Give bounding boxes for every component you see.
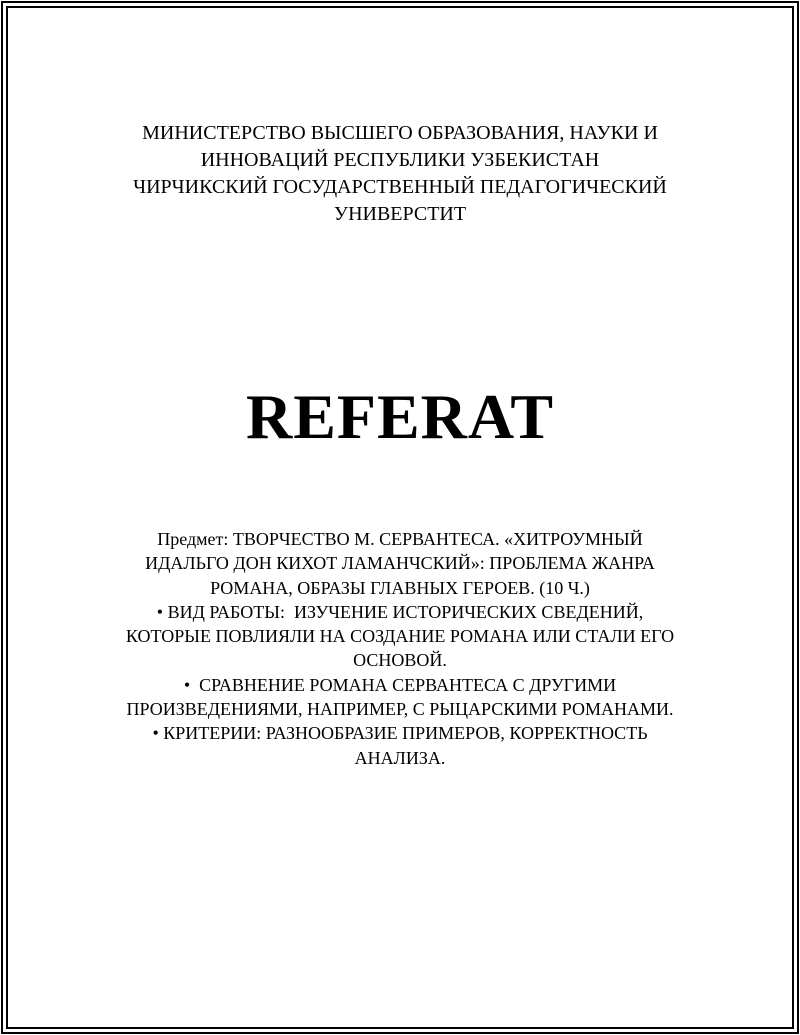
subject-details [0,527,800,770]
details-line: РОМАНА, ОБРАЗЫ ГЛАВНЫХ ГЕРОЕВ. (10 Ч.) [210,577,590,598]
institution-header [0,120,800,228]
details-line: КОТОРЫЕ ПОВЛИЯЛИ НА СОЗДАНИЕ РОМАНА ИЛИ СТАЛИ ЕГО [125,626,675,647]
details-line: ПРОИЗВЕДЕНИЯМИ, НАПРИМЕР, С РЫЦАРСКИМИ РОМАНАМИ. [126,699,674,720]
details-line: АНАЛИЗА. [354,747,446,768]
details-line: ИДАЛЬГО ДОН КИХОТ ЛАМАНЧСКИЙ»: ПРОБЛЕМА ЖАНРА [145,553,655,574]
document-title: REFERAT [245,381,555,452]
header-line: ИННОВАЦИЙ РЕСПУБЛИКИ УЗБЕКИСТАН [200,149,600,171]
details-line: • КРИТЕРИИ: РАЗНООБРАЗИЕ ПРИМЕРОВ, КОРРЕКТНОСТЬ [152,723,648,744]
details-line: • СРАВНЕНИЕ РОМАНА СЕРВАНТЕСА С ДРУГИМИ [183,674,617,695]
details-line: • ВИД РАБОТЫ: ИЗУЧЕНИЕ ИСТОРИЧЕСКИХ СВЕДЕНИЙ, [156,601,644,622]
details-line: ОСНОВОЙ. [353,650,447,671]
header-line: ЧИРЧИКСКИЙ ГОСУДАРСТВЕННЫЙ ПЕДАГОГИЧЕСКИЙ [133,176,667,198]
header-line: УНИВЕРСТИТ [333,203,467,225]
details-line: Предмет: ТВОРЧЕСТВО М. СЕРВАНТЕСА. «ХИТРОУМНЫЙ [157,529,643,549]
header-line: МИНИСТЕРСТВО ВЫСШЕГО ОБРАЗОВАНИЯ, НАУКИ И [142,122,658,144]
